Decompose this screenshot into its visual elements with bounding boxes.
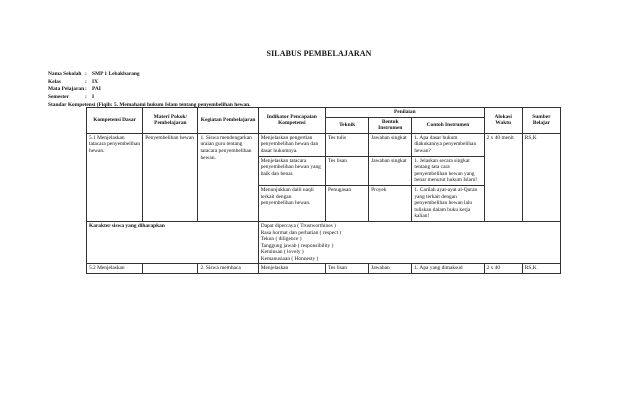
cell-indikator: Menjelaskan tatacara penyembelihan hewan yang baik dan benar. [258,156,325,185]
header-row [87,108,561,118]
header-indikator: Indikator Pencapaian Kompetensi [258,108,325,134]
cell-contoh: 1. Apa yang dimaksud [412,264,484,274]
cell-bentuk: Jawaban singkat [369,133,412,156]
header-contoh: Contoh Instrumen [412,117,484,133]
cell-teknik: Tes tulis [325,133,368,156]
cell-teknik: Tes lisan [325,264,368,274]
header-sumber: Sumber Belajar [522,108,560,134]
standar-kompetensi: Standar Kompetensi (Fiqih: 5. Memahami hukum Islam tentang penyembelihan hewan. [48,101,251,108]
cell-sumber: RS,K [522,264,560,274]
cell-indikator: Menunjukkan dalil naqli terkait dengan penyembelihan hewan. [258,185,325,221]
table-row [87,133,561,156]
cell-contoh: 1. Carilah ayat-ayat al-Quran yang terkait dengan penyembelihan hewan lalu tuliskan dalam buku kerja kalian! [412,185,484,221]
karakter-item: Ketulusan ( lovely ) [260,249,304,256]
cell-kompetensi: 5.1 Menjelaskan tatacara penyembelihan hewan. [87,133,143,221]
school-info [48,71,251,110]
cell-bentuk: Proyek [369,185,412,221]
info-value: I [92,94,95,101]
cell-indikator: Menjelaskan pengertian penyembelihan hewan dan dasar hukumnya. [258,133,325,156]
header-penilaian: Penilaian [325,108,484,118]
cell-teknik: Penugasan [325,185,368,221]
info-label: Semester [48,94,69,101]
cell-materi [143,264,198,274]
cell-bentuk: Jawaban [369,264,412,274]
info-row-school [48,71,251,79]
info-label: Mata Pelajaran [48,86,85,93]
info-row-semester [48,94,251,102]
karakter-row [87,221,561,264]
cell-kegiatan: 1. Siswa mendengarkan uraian guru tentang tatacara penyembelihan hewan. [198,133,258,221]
karakter-item: Dapat dipercaya ( Trustworthines ) [260,222,336,229]
info-separator: : [85,71,87,77]
karakter-list [258,221,560,264]
cell-contoh: 1. Apa dasar hukum diakukannya penyembelihan hewan? [412,133,484,156]
page-title: SILABUS PEMBELAJARAN [266,49,372,58]
cell-kegiatan: 2. Siswa membaca [198,264,258,274]
header-kegiatan: Kegiatan Pembelajaran [198,108,258,134]
cell-bentuk: Jawaban singkat [369,156,412,185]
cell-sumber: RS,K [522,133,560,221]
info-separator: : [85,86,87,93]
cell-alokasi: 2 x 40 menit [484,133,522,221]
header-materi: Materi Pokok/ Pembelajaran [143,108,198,134]
info-separator: : [85,94,87,101]
info-row-class [48,79,251,87]
table-row [87,264,561,274]
cell-alokasi: 2 x 40 [484,264,522,274]
info-value: IX [92,78,98,85]
karakter-label: Karakter siswa yang diharapkan [87,221,259,264]
info-separator: : [85,78,87,85]
header-bentuk: Bentuk Instrumen [369,117,412,133]
header-kompetensi: Kompetensi Dasar [87,108,143,134]
header-teknik: Teknik [325,117,368,133]
info-label: Kelas [48,78,61,85]
cell-indikator: Menjelaskan [258,264,325,274]
karakter-item: Tanggung jawab ( responsibility ) [260,242,334,249]
header-alokasi: Alokasi Waktu [484,108,522,134]
karakter-item: Rasa hormat dan perhatian ( respect ) [260,229,342,236]
info-value: SMP 1 Lebakbarang [92,71,140,77]
cell-kompetensi: 5.2 Menjelaskan [87,264,143,274]
cell-teknik: Tes lisan [325,156,368,185]
syllabus-table [86,107,561,274]
info-row-subject [48,86,251,94]
karakter-item: Kemanusiaan ( Honnesty ) [260,255,319,262]
cell-contoh: 1. Jelaskan secara singkat tentang tata cara penyembelihan hewan yang benar menurut hukum Islam! [412,156,484,185]
info-label: Nama Sekolah [48,71,82,77]
karakter-item: Tekun ( diligence ) [260,236,302,243]
info-value: PAI [92,86,101,93]
cell-materi: Penyembelihan hewan [143,133,198,221]
